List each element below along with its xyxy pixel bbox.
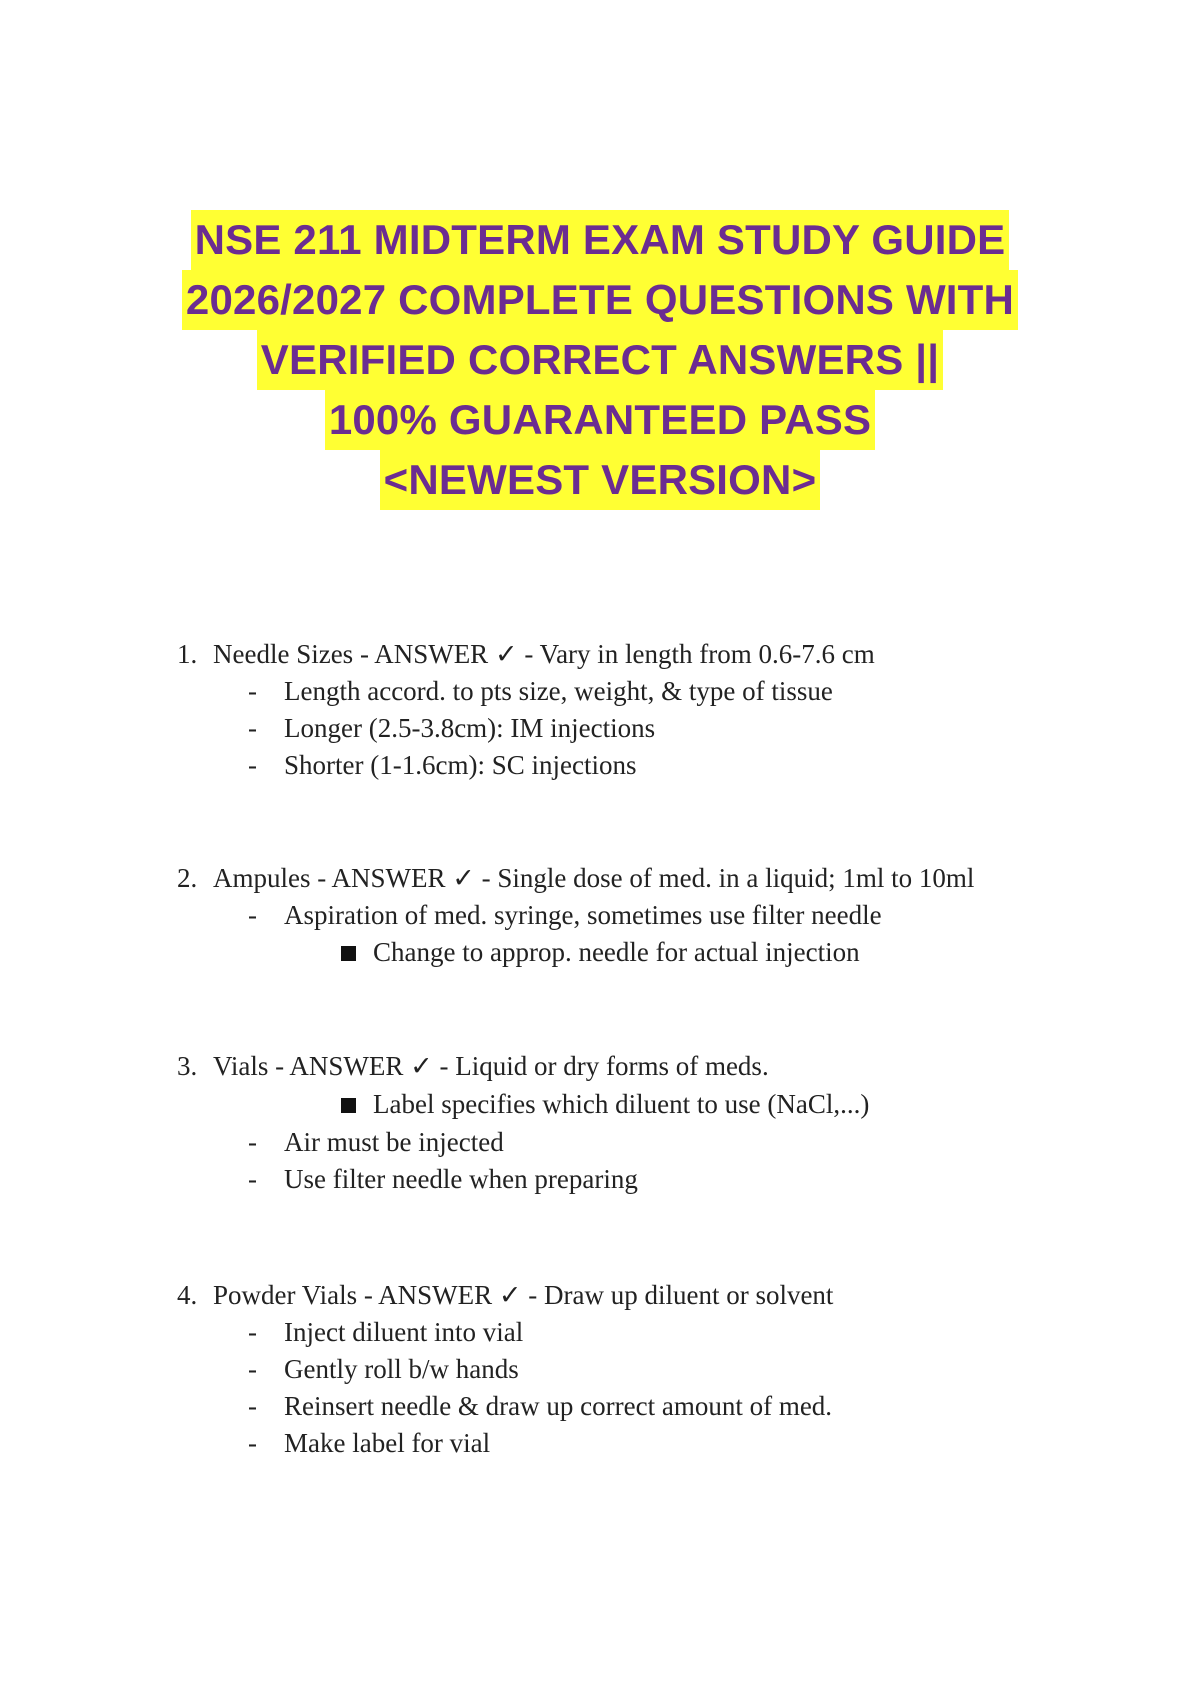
dash-marker: - — [248, 713, 257, 743]
question-number: 3. — [177, 1051, 198, 1081]
question-3 — [0, 1048, 1200, 1198]
answer-bullet-text: Gently roll b/w hands — [284, 1354, 519, 1384]
question-text: Vials - ANSWER ✓ - Liquid or dry forms of meds. — [213, 1051, 769, 1081]
answer-bullet — [0, 710, 1200, 747]
answer-sub-bullet — [0, 934, 1200, 971]
title-line: <NEWEST VERSION> — [0, 450, 1200, 510]
dash-marker: - — [248, 1317, 257, 1347]
document-title — [0, 210, 1200, 510]
title-line: NSE 211 MIDTERM EXAM STUDY GUIDE — [0, 210, 1200, 270]
question-1 — [0, 636, 1200, 784]
answer-bullet-text: Reinsert needle & draw up correct amount of med. — [284, 1391, 833, 1421]
answer-bullet-text: Inject diluent into vial — [284, 1317, 524, 1347]
answer-bullet — [0, 673, 1200, 710]
question-text: Powder Vials - ANSWER ✓ - Draw up diluent or solvent — [213, 1280, 834, 1310]
answer-bullet — [0, 897, 1200, 934]
title-line: 2026/2027 COMPLETE QUESTIONS WITH — [0, 270, 1200, 330]
question-4 — [0, 1277, 1200, 1462]
answer-sub-bullet-text: Change to approp. needle for actual injection — [373, 937, 860, 967]
dash-marker: - — [248, 1127, 257, 1157]
question-number: 1. — [177, 639, 198, 669]
dash-marker: - — [248, 1391, 257, 1421]
question-line — [0, 636, 1200, 673]
question-number: 2. — [177, 863, 198, 893]
question-line — [0, 1048, 1200, 1085]
answer-bullet — [0, 1161, 1200, 1198]
question-line — [0, 1277, 1200, 1314]
answer-bullet — [0, 1351, 1200, 1388]
dash-marker: - — [248, 1164, 257, 1194]
dash-marker: - — [248, 1428, 257, 1458]
answer-bullet-text: Make label for vial — [284, 1428, 491, 1458]
square-bullet-icon — [341, 1098, 356, 1113]
dash-marker: - — [248, 900, 257, 930]
answer-bullet — [0, 1314, 1200, 1351]
question-text: Ampules - ANSWER ✓ - Single dose of med. in a liquid; 1ml to 10ml — [213, 863, 975, 893]
question-2 — [0, 860, 1200, 971]
answer-bullet-text: Shorter (1-1.6cm): SC injections — [284, 750, 637, 780]
answer-bullet-text: Length accord. to pts size, weight, & type of tissue — [284, 676, 833, 706]
answer-bullet-text: Use filter needle when preparing — [284, 1164, 638, 1194]
question-text: Needle Sizes - ANSWER ✓ - Vary in length from 0.6-7.6 cm — [213, 639, 875, 669]
title-line: VERIFIED CORRECT ANSWERS || — [0, 330, 1200, 390]
answer-bullet — [0, 1388, 1200, 1425]
answer-bullet — [0, 1425, 1200, 1462]
answer-bullet-text: Longer (2.5-3.8cm): IM injections — [284, 713, 656, 743]
title-line: 100% GUARANTEED PASS — [0, 390, 1200, 450]
dash-marker: - — [248, 1354, 257, 1384]
answer-sub-bullet-text: Label specifies which diluent to use (NaCl,...) — [373, 1089, 870, 1119]
answer-sub-bullet — [0, 1085, 1200, 1124]
answer-bullet-text: Aspiration of med. syringe, sometimes use filter needle — [284, 900, 882, 930]
dash-marker: - — [248, 676, 257, 706]
dash-marker: - — [248, 750, 257, 780]
answer-bullet-text: Air must be injected — [284, 1127, 504, 1157]
answer-bullet — [0, 1124, 1200, 1161]
question-line — [0, 860, 1200, 897]
question-number: 4. — [177, 1280, 198, 1310]
answer-bullet — [0, 747, 1200, 784]
square-bullet-icon — [341, 946, 356, 961]
